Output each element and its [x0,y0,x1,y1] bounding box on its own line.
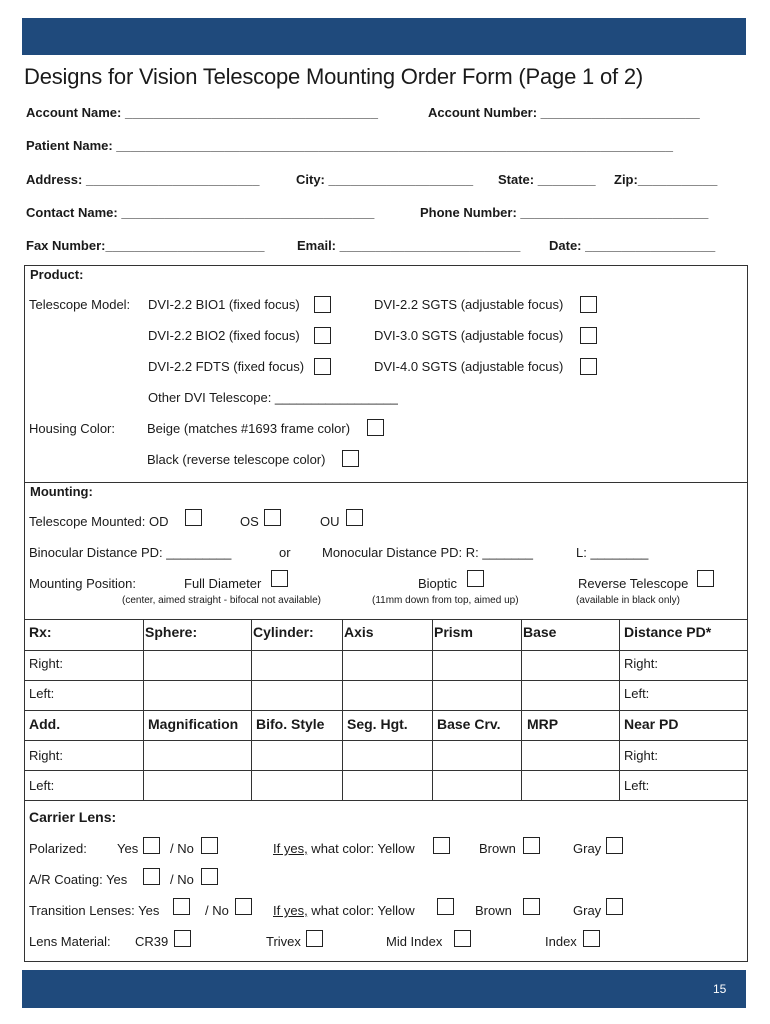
reverse-telescope-label: Reverse Telescope [578,576,689,591]
bioptic-label: Bioptic [418,576,458,591]
transition-no-label: / No [205,903,229,918]
index-label: Index [545,934,577,949]
state-field[interactable]: State: ________ [498,172,596,187]
full-diameter-label: Full Diameter [184,576,262,591]
model-label: DVI-2.2 BIO1 (fixed focus) [148,297,300,312]
carrier-lens-heading: Carrier Lens: [29,809,117,825]
cr39-checkbox[interactable] [174,930,191,947]
table-line [24,740,748,741]
transition-brown-label: Brown [475,903,512,918]
polarized-no-label: / No [170,841,194,856]
polarized-gray-checkbox[interactable] [606,837,623,854]
rx-header: Rx: [29,624,52,640]
fax-number-field[interactable]: Fax Number:______________________ [26,238,265,253]
or-label: or [279,545,291,560]
base-crv-header: Base Crv. [437,716,501,732]
model-label: DVI-4.0 SGTS (adjustable focus) [374,359,564,374]
polarized-brown-checkbox[interactable] [523,837,540,854]
seg-hgt-header: Seg. Hgt. [347,716,408,732]
monocular-pd-left-field[interactable]: L: ________ [576,545,649,560]
address-field[interactable]: Address: ________________________ [26,172,260,187]
footer-bar [22,970,746,1008]
account-name-field[interactable]: Account Name: ___________________________________ [26,105,379,120]
ar-coating-no-checkbox[interactable] [201,868,218,885]
other-telescope-field[interactable]: Other DVI Telescope: _________________ [148,390,398,405]
trivex-checkbox[interactable] [306,930,323,947]
transition-lenses-label: Transition Lenses: Yes [29,903,160,918]
mrp-header: MRP [527,716,559,732]
contact-name-field[interactable]: Contact Name: ___________________________________ [26,205,375,220]
add-right-label: Right: [29,748,63,763]
distance-pd-left-label: Left: [624,686,650,701]
mounting-heading: Mounting: [30,484,93,499]
polarized-yellow-checkbox[interactable] [433,837,450,854]
model-checkbox[interactable] [314,296,331,313]
axis-header: Axis [344,624,374,640]
telescope-mounted-label: Telescope Mounted: OD [29,514,169,529]
polarized-label: Polarized: [29,841,87,856]
zip-field[interactable]: Zip:___________ [614,172,718,187]
model-label: DVI-2.2 SGTS (adjustable focus) [374,297,564,312]
table-line [24,619,748,620]
distance-pd-header: Distance PD* [624,624,712,640]
near-pd-right-label: Right: [624,748,658,763]
transition-gray-label: Gray [573,903,602,918]
ou-label: OU [320,514,340,529]
table-line [24,650,748,651]
rx-right-label: Right: [29,656,63,671]
ou-checkbox[interactable] [346,509,363,526]
model-checkbox[interactable] [314,358,331,375]
housing-beige-checkbox[interactable] [367,419,384,436]
ar-coating-yes-checkbox[interactable] [143,868,160,885]
page-number: 15 [713,982,727,996]
polarized-yes-checkbox[interactable] [143,837,160,854]
phone-number-field[interactable]: Phone Number: __________________________ [420,205,709,220]
ar-coating-label: A/R Coating: Yes [29,872,128,887]
ar-coating-no-label: / No [170,872,194,887]
monocular-pd-right-field[interactable]: Monocular Distance PD: R: _______ [322,545,534,560]
table-line [24,800,748,801]
bioptic-checkbox[interactable] [467,570,484,587]
table-line [24,710,748,711]
index-checkbox[interactable] [583,930,600,947]
transition-yes-checkbox[interactable] [173,898,190,915]
telescope-model-label: Telescope Model: [29,297,131,312]
distance-pd-right-label: Right: [624,656,658,671]
polarized-no-checkbox[interactable] [201,837,218,854]
transition-yellow-checkbox[interactable] [437,898,454,915]
polarized-gray-label: Gray [573,841,602,856]
add-left-label: Left: [29,778,55,793]
near-pd-header: Near PD [624,716,679,732]
model-label: DVI-2.2 FDTS (fixed focus) [148,359,305,374]
page-title: Designs for Vision Telescope Mounting Order Form (Page 1 of 2) [24,64,643,89]
polarized-yes-label: Yes [117,841,139,856]
transition-brown-checkbox[interactable] [523,898,540,915]
patient-name-field[interactable]: Patient Name: _____________________________________________________________________________ [26,138,674,153]
model-checkbox[interactable] [580,327,597,344]
mid-index-checkbox[interactable] [454,930,471,947]
binocular-pd-field[interactable]: Binocular Distance PD: _________ [29,545,232,560]
sphere-header: Sphere: [145,624,198,640]
os-checkbox[interactable] [264,509,281,526]
housing-black-checkbox[interactable] [342,450,359,467]
full-diameter-note: (center, aimed straight - bifocal not available) [122,595,321,606]
transition-color-label [273,903,415,918]
od-checkbox[interactable] [185,509,202,526]
rx-left-label: Left: [29,686,55,701]
prism-header: Prism [434,624,473,640]
mid-index-label: Mid Index [386,934,443,949]
model-checkbox[interactable] [580,358,597,375]
table-column-line [521,619,522,800]
account-number-field[interactable]: Account Number: ______________________ [428,105,700,120]
model-label: DVI-3.0 SGTS (adjustable focus) [374,328,564,343]
os-label: OS [240,514,259,529]
model-checkbox[interactable] [580,296,597,313]
add-header: Add. [29,716,61,732]
housing-beige-label: Beige (matches #1693 frame color) [147,421,351,436]
transition-no-checkbox[interactable] [235,898,252,915]
if-yes-text: If yes, [273,841,308,856]
city-field[interactable]: City: ____________________ [296,172,474,187]
transition-gray-checkbox[interactable] [606,898,623,915]
full-diameter-checkbox[interactable] [271,570,288,587]
table-column-line [143,619,144,800]
model-label: DVI-2.2 BIO2 (fixed focus) [148,328,300,343]
cylinder-header: Cylinder: [253,624,314,640]
date-field[interactable]: Date: __________________ [549,238,716,253]
magnification-header: Magnification [148,716,239,732]
near-pd-left-label: Left: [624,778,650,793]
table-line [24,680,748,681]
bifo-style-header: Bifo. Style [256,716,325,732]
header-bar [22,18,746,55]
table-column-line [342,619,343,800]
lens-material-label: Lens Material: [29,934,111,949]
section-divider [24,482,748,483]
cr39-label: CR39 [135,934,169,949]
what-color-text: what color: Yellow [307,841,415,856]
table-column-line [251,619,252,800]
housing-color-label: Housing Color: [29,421,115,436]
product-heading: Product: [30,267,84,282]
reverse-telescope-checkbox[interactable] [697,570,714,587]
table-column-line [619,619,620,800]
table-line [24,770,748,771]
polarized-brown-label: Brown [479,841,516,856]
what-color-text: what color: Yellow [307,903,415,918]
trivex-label: Trivex [266,934,301,949]
mounting-position-label: Mounting Position: [29,576,136,591]
bioptic-note: (11mm down from top, aimed up) [372,595,519,606]
polarized-color-label [273,841,415,856]
housing-black-label: Black (reverse telescope color) [147,452,326,467]
reverse-telescope-note: (available in black only) [576,595,680,606]
table-column-line [432,619,433,800]
if-yes-text: If yes, [273,903,308,918]
model-checkbox[interactable] [314,327,331,344]
email-field[interactable]: Email: _________________________ [297,238,521,253]
base-header: Base [523,624,557,640]
